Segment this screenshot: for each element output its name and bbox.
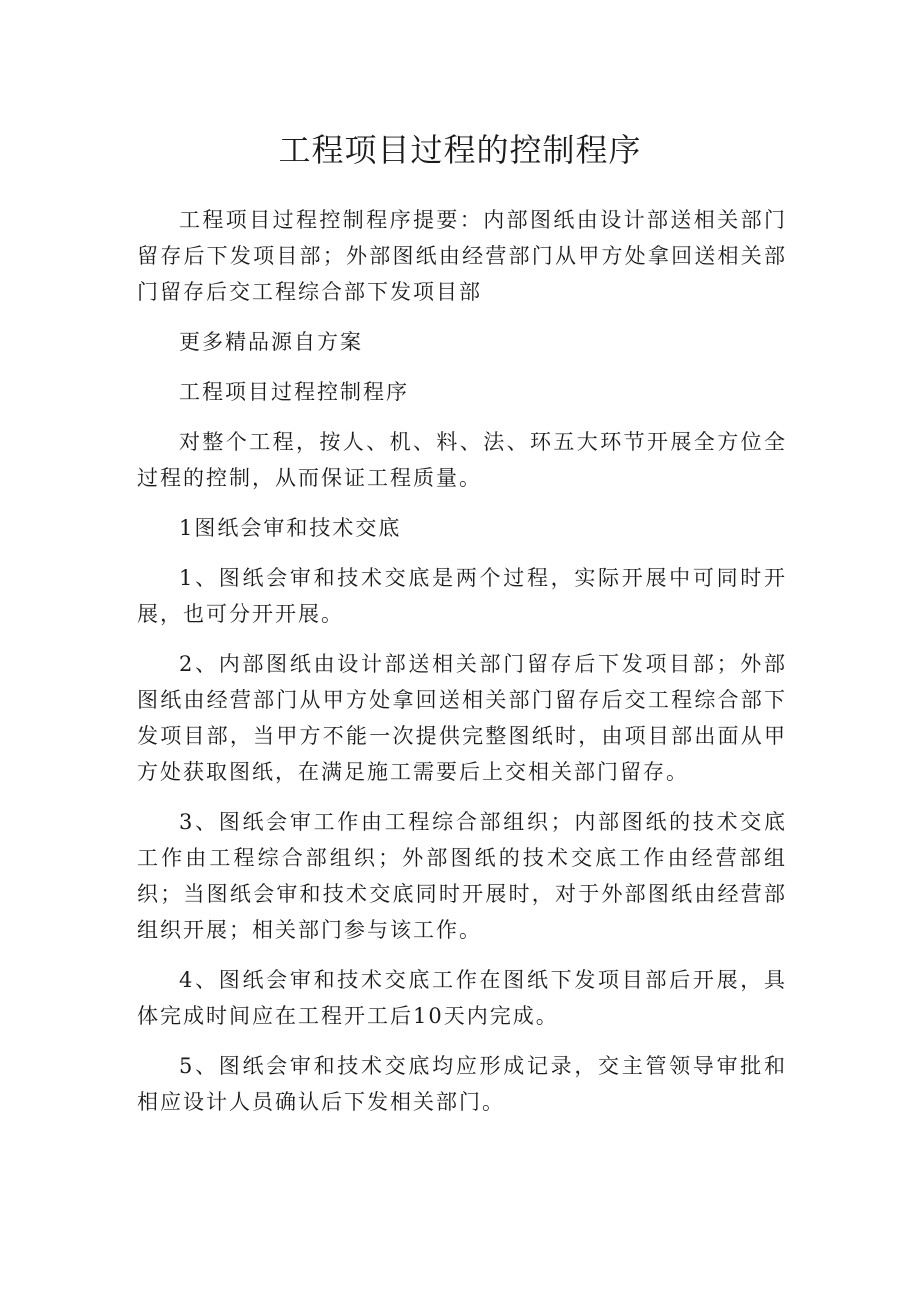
section-heading-1: 1图纸会审和技术交底 <box>179 516 402 540</box>
paragraph-item-4: 4、图纸会审和技术交底工作在图纸下发项目部后开展，具体完成时间应在工程开工后10天内完成。 <box>137 968 787 1028</box>
paragraph-item-1: 1、图纸会审和技术交底是两个过程，实际开展中可同时开展，也可分开开展。 <box>137 566 787 626</box>
paragraph-item-2: 2、内部图纸由设计部送相关部门留存后下发项目部；外部图纸由经营部门从甲方处拿回送相关部门留存后交工程综合部下发项目部，当甲方不能一次提供完整图纸时，由项目部出面从甲方处获取图纸，在满足施工需要后上交相关部门留存。 <box>137 652 787 784</box>
paragraph-item-5: 5、图纸会审和技术交底均应形成记录，交主管领导审批和相应设计人员确认后下发相关部门。 <box>137 1054 787 1114</box>
paragraph-subtitle: 工程项目过程控制程序 <box>179 380 409 404</box>
document-title: 工程项目过程的控制程序 <box>278 131 642 169</box>
paragraph-item-3: 3、图纸会审工作由工程综合部组织；内部图纸的技术交底工作由工程综合部组织；外部图纸的技术交底工作由经营部组织；当图纸会审和技术交底同时开展时，对于外部图纸由经营部组织开展；相关部门参与该工作。 <box>137 810 787 942</box>
paragraph-source-note: 更多精品源自方案 <box>179 330 363 354</box>
paragraph-overview: 对整个工程，按人、机、料、法、环五大环节开展全方位全过程的控制，从而保证工程质量。 <box>137 430 787 490</box>
paragraph-summary: 工程项目过程控制程序提要：内部图纸由设计部送相关部门留存后下发项目部；外部图纸由经营部门从甲方处拿回送相关部门留存后交工程综合部下发项目部 <box>137 208 787 304</box>
document-body <box>137 202 787 1120</box>
